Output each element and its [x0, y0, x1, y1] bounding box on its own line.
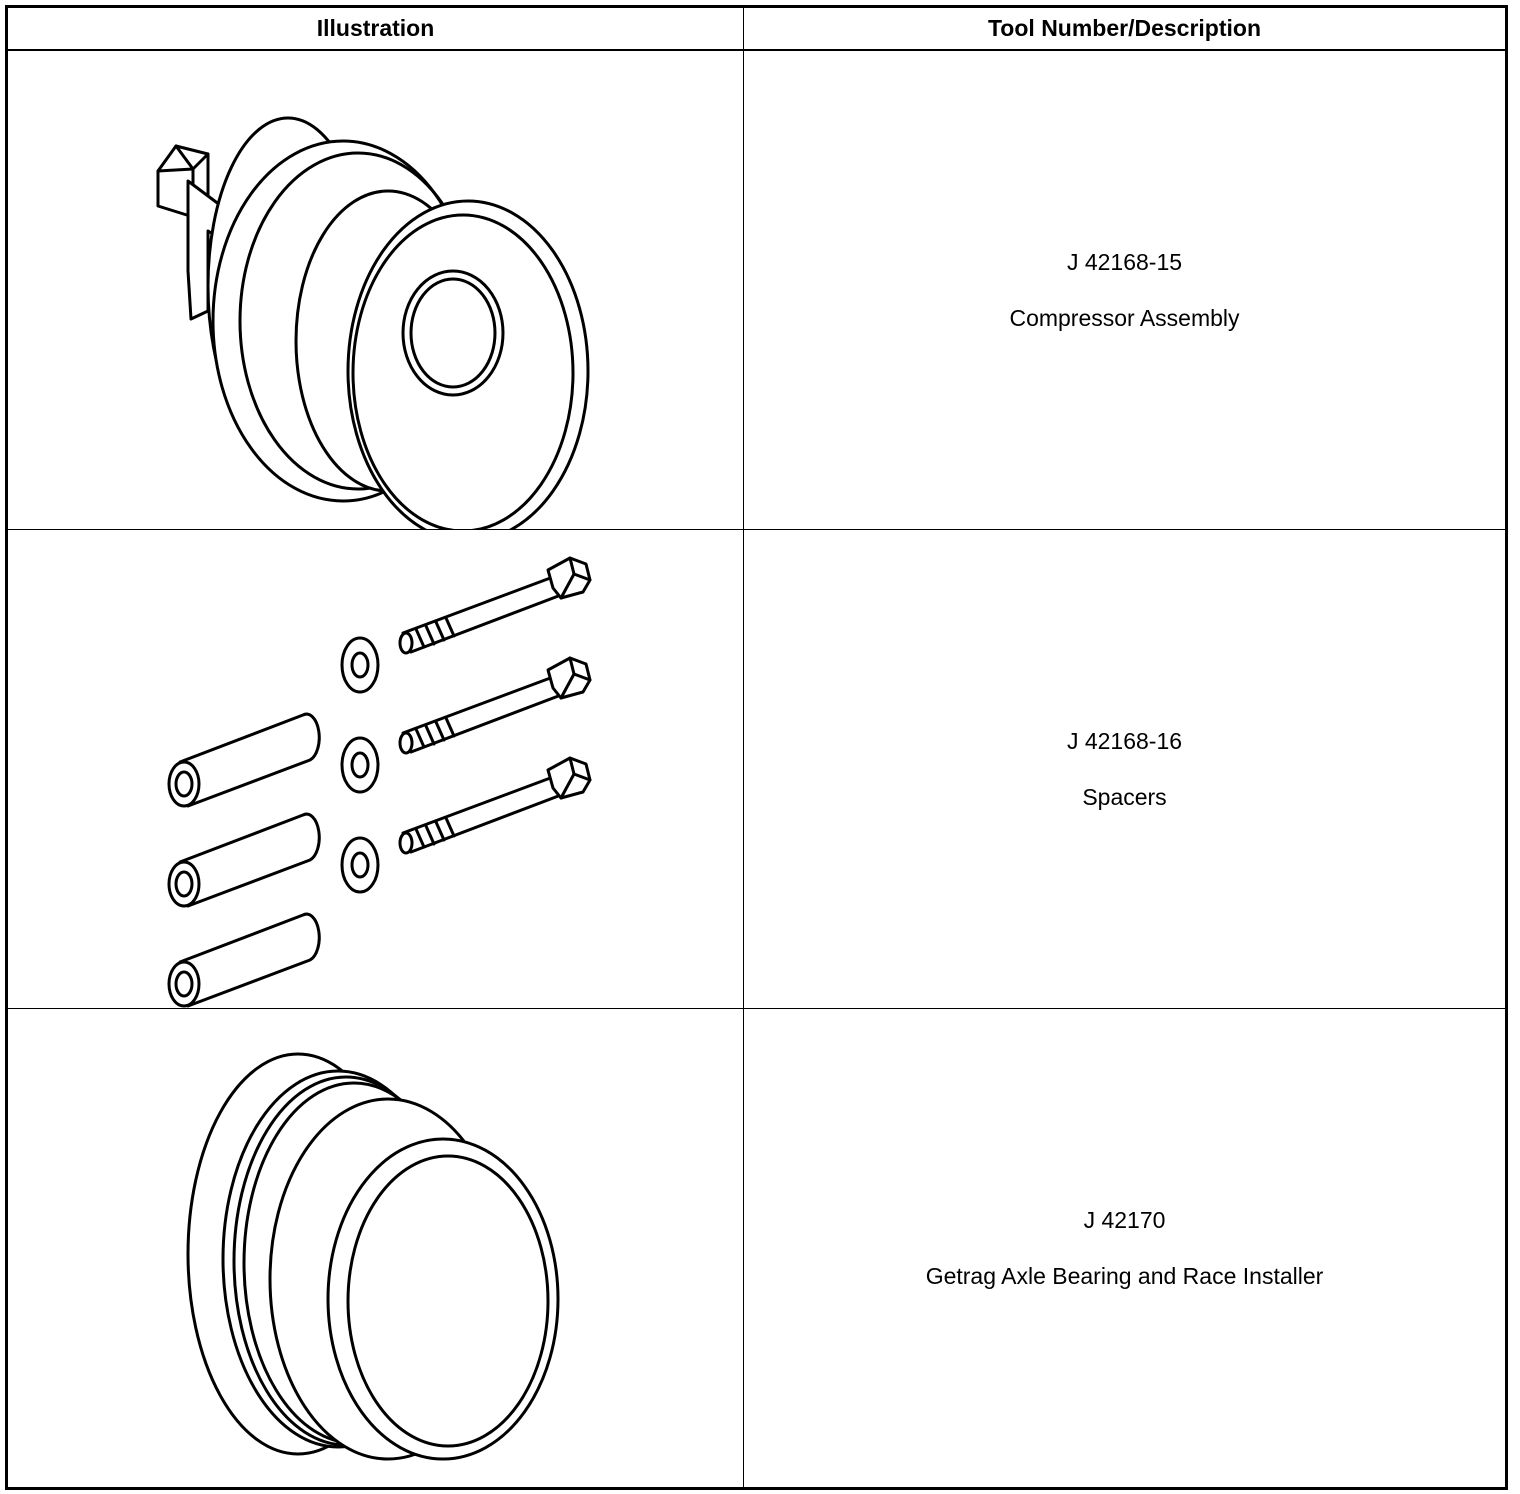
washer-icon — [342, 738, 378, 792]
illustration-cell — [7, 1009, 744, 1489]
bolt-icon — [400, 658, 590, 753]
spacers-icon — [8, 530, 745, 1008]
header-row — [7, 7, 1507, 51]
spacer-tube-icon — [169, 714, 319, 806]
table-row — [7, 1009, 1507, 1489]
spacer-tube-icon — [169, 814, 319, 906]
tool-number: J 42168-16 — [1066, 728, 1183, 754]
special-tools-table — [5, 5, 1508, 1490]
description-cell — [744, 530, 1507, 1009]
compressor-assembly-icon — [8, 51, 745, 529]
bearing-race-installer-icon — [8, 1009, 745, 1487]
description-cell — [744, 50, 1507, 530]
tool-number: J 42168-15 — [1066, 249, 1183, 275]
description-cell — [744, 1009, 1507, 1489]
spacer-tube-icon — [169, 914, 319, 1006]
bolt-icon — [400, 558, 590, 653]
illustration-header: Illustration — [7, 7, 744, 51]
tool-number: J 42170 — [1083, 1207, 1166, 1233]
washer-icon — [342, 838, 378, 892]
table-row — [7, 530, 1507, 1009]
tool-description: Spacers — [1082, 784, 1167, 810]
illustration-cell — [7, 50, 744, 530]
tool-header: Tool Number/Description — [744, 7, 1507, 51]
illustration-cell — [7, 530, 744, 1009]
bolt-icon — [400, 758, 590, 853]
table-row — [7, 50, 1507, 530]
tool-description: Compressor Assembly — [1009, 305, 1240, 331]
washer-icon — [342, 638, 378, 692]
tool-description: Getrag Axle Bearing and Race Installer — [925, 1263, 1324, 1289]
